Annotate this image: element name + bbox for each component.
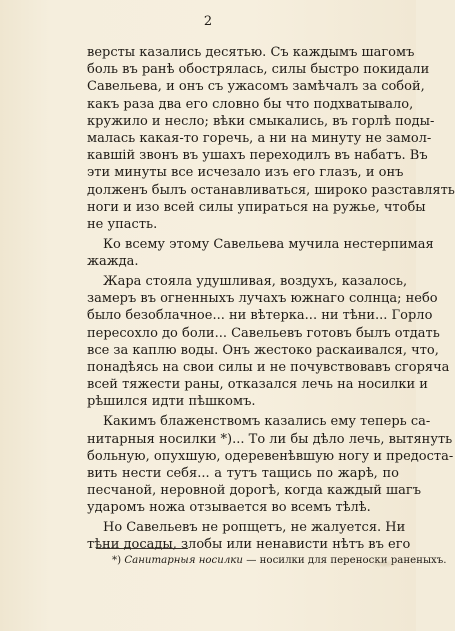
text-line: тѣни досады, злобы или ненависти нѣтъ въ его [87, 537, 411, 553]
text-line: какъ раза два его словно бы что подхватывало, [87, 96, 414, 112]
text-line: боль въ ранѣ обострялась, силы быстро покидали [87, 62, 430, 78]
text-line: песчаной, неровной дорогѣ, когда каждый шагъ [87, 483, 421, 499]
text-line: Ко всему этому Савельева мучила нестерпимая [103, 236, 434, 252]
footnote-text: — носилки для переноски раненыхъ. [246, 555, 447, 566]
text-line: больную, опухшую, одеревенѣвшую ногу и предоста- [87, 448, 454, 464]
paragraph [87, 236, 434, 270]
text-line: Савельева, и онъ съ ужасомъ замѣчалъ за собой, [87, 79, 425, 95]
footnote-marker: *) [112, 555, 122, 566]
text-line: ноги и изо всей силы упираться на ружье, чтобы [87, 199, 426, 215]
text-line: малась какая-то горечь, а ни на минуту не замол- [87, 130, 432, 146]
text-line: пересохло до боли... Савельевъ готовъ былъ отдать [87, 325, 440, 341]
footnote-rule [96, 548, 188, 549]
text-line: не упасть. [87, 216, 158, 232]
paragraph [87, 273, 450, 411]
text-line: рѣшился идти пѣшкомъ. [87, 394, 256, 410]
text-line: все за каплю воды. Онъ жестоко раскаивался, что, [87, 342, 439, 358]
paragraph [87, 44, 455, 233]
text-line: Какимъ блаженствомъ казались ему теперь са- [103, 414, 431, 430]
body-text [87, 44, 455, 554]
paragraph [87, 413, 454, 516]
text-line: ударомъ ножа отзывается во всемъ тѣлѣ. [87, 500, 371, 516]
text-line: было безоблачное... ни вѣтерка... ни тѣни... Горло [87, 308, 433, 324]
text-line: Но Савельевъ не ропщетъ, не жалуется. Ни [103, 520, 406, 536]
text-line: долженъ былъ останавливаться, широко разставлять [87, 182, 455, 198]
text-line: понадѣясь на свои силы и не почувствовавъ сгоряча [87, 359, 450, 375]
text-line: нитарныя носилки *)... То ли бы дѣло лечь, вытянуть [87, 431, 453, 447]
text-line: кавшій звонъ въ ушахъ переходилъ въ набатъ. Въ [87, 148, 428, 164]
text-line: замеръ въ огненныхъ лучахъ южнаго солнца; небо [87, 291, 438, 307]
footnote [112, 554, 447, 568]
text-line: Жара стояла удушливая, воздухъ, казалось, [103, 274, 408, 290]
footnote-term: Санитарныя носилки [124, 555, 243, 566]
paper-stain [370, 560, 400, 568]
text-line: всей тяжести раны, отказался лечь на носилки и [87, 377, 428, 393]
text-line: эти минуты все исчезало изъ его глазъ, и онъ [87, 165, 404, 181]
page-number: 2 [203, 14, 213, 29]
text-line: вить нести себя... а тутъ тащись по жарѣ, по [87, 465, 399, 481]
text-line: жажда. [87, 254, 139, 270]
text-line: кружило и несло; вѣки смыкались, въ горлѣ поды- [87, 113, 435, 129]
text-line: версты казались десятью. Съ каждымъ шагомъ [87, 45, 415, 60]
